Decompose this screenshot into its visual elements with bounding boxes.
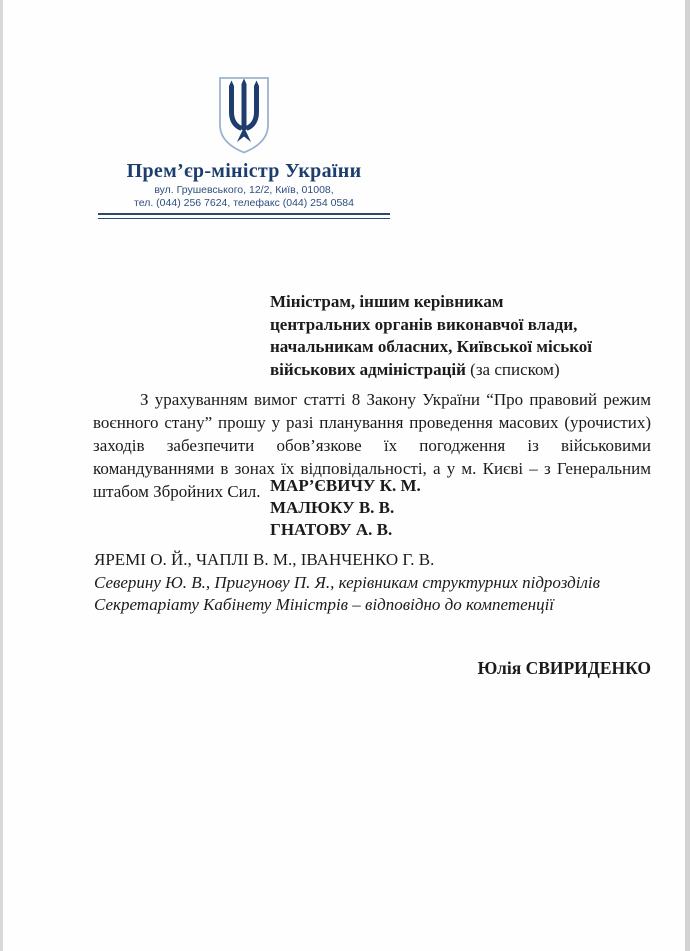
letterhead: [98, 70, 390, 219]
addressee-block: [270, 291, 592, 381]
addressee-line-bold-part: військових адміністрацій: [270, 359, 466, 379]
addressee-line: начальникам обласних, Київської міської: [270, 337, 593, 356]
signature-name: Юлія СВИРИДЕНКО: [477, 658, 651, 678]
scan-edge-left: [0, 0, 3, 951]
copy-italic-line: Секретаріату Кабінету Міністрів – відповідно до компетенції: [94, 595, 555, 614]
recipient-name: ГНАТОВУ А. В.: [270, 520, 393, 539]
addressee-line: Міністрам, іншим керівникам: [270, 292, 504, 311]
letterhead-address-line2: тел. (044) 256 7624, телефакс (044) 254 0584: [134, 197, 354, 209]
letterhead-address-line1: вул. Грушевського, 12/2, Київ, 01008,: [154, 184, 334, 196]
letterhead-title: Прем’єр-міністр України: [126, 160, 362, 182]
addressee-line-last: [270, 359, 592, 382]
copy-recipients-italic-block: [94, 572, 600, 616]
recipient-name: МАЛЮКУ В. В.: [270, 498, 395, 517]
addressee-line-regular-part: (за списком): [465, 359, 560, 379]
letter-body-paragraph: З урахуванням вимог статті 8 Закону України “Про правовий режим воєнного стану” прошу у разі планування проведення масових (урочистих) заходів забезпечити обов’язкове їх погодження із військовими командуваннями в зонах їх відповідальності, а у м. Києві – з Генеральним штабом Збройних Сил.: [93, 390, 651, 501]
addressee-line: центральних органів виконавчої влади,: [270, 314, 578, 334]
ukraine-trident-emblem-icon: [216, 75, 272, 155]
recipients-block: [270, 475, 421, 541]
scan-edge-right: [685, 0, 690, 951]
letterhead-divider-rule: [98, 213, 390, 219]
recipient-name: МАР’ЄВИЧУ К. М.: [270, 476, 421, 495]
trident-shield-icon: [216, 75, 272, 155]
copy-recipients-line: ЯРЕМІ О. Й., ЧАПЛІ В. М., ІВАНЧЕНКО Г. В.: [94, 550, 435, 569]
copy-italic-line: Северину Ю. В., Пригунову П. Я., керівникам структурних підрозділів: [94, 573, 600, 592]
